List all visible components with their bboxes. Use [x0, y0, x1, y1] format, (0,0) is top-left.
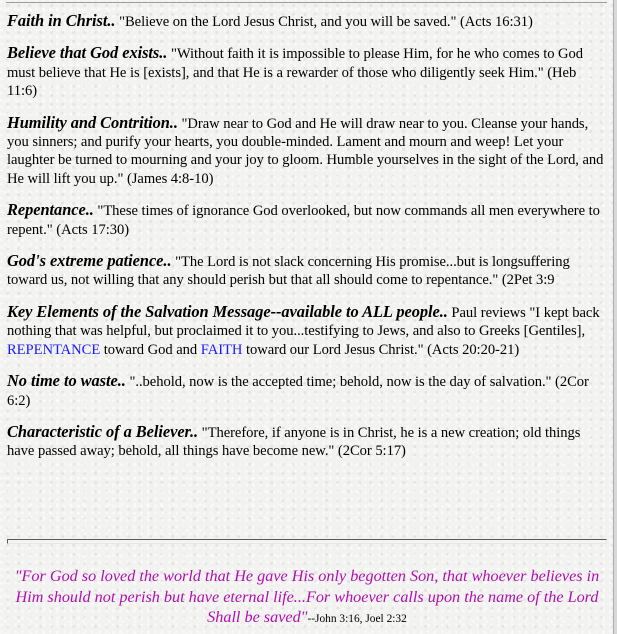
top-divider	[6, 2, 607, 3]
entry-no-time-to-waste	[7, 372, 607, 410]
closing-quote-reference: --John 3:16, Joel 2:32	[307, 613, 407, 626]
section-divider	[7, 539, 607, 544]
entry-heading: Faith in Christ..	[7, 11, 116, 30]
entry-characteristic-believer	[7, 423, 607, 461]
entry-faith-in-christ	[7, 12, 607, 31]
entry-text: "..behold, now is the accepted time; behold, now is the day of salvation." (2Cor 6:2)	[7, 374, 589, 409]
entry-text: "Draw near to God and He will draw near to you. Cleanse your hands, you sinners; and purify your hearts, you double-minded. Lament and mourn and weep! Let your laughter be turned to mourning and your joy to gloom. Humble yourselves in the sight of the Lord, and He will lift you up." (James 4:8-10)	[7, 115, 604, 187]
entry-text: "Believe on the Lord Jesus Christ, and you will be saved." (Acts 16:31)	[115, 14, 533, 30]
entry-text-middle: toward God and	[100, 341, 201, 358]
entry-repentance	[7, 201, 607, 239]
entry-humility-contrition	[7, 114, 607, 189]
entry-text: "Therefore, if anyone is in Christ, he is a new creation; old things have passed away; behold, all things have become new." (2Cor 5:17)	[7, 424, 581, 460]
repentance-keyword: REPENTANCE	[7, 341, 101, 358]
faith-keyword: FAITH	[200, 341, 243, 358]
entry-text: "These times of ignorance God overlooked, but now commands all men everywhere to repent." (Acts 17:30)	[7, 203, 600, 238]
salvation-entries	[7, 12, 607, 474]
entry-heading: Humility and Contrition..	[7, 112, 178, 132]
closing-quote	[8, 566, 606, 630]
window-scroll-edge	[613, 0, 617, 634]
entry-heading: Repentance..	[7, 200, 94, 220]
entry-text-before: Paul reviews "I kept back nothing that was helpful, but proclaimed it to you...testifying to Jews, and also to Greeks [Gentiles],	[7, 304, 600, 340]
entry-heading: Key Elements of the Salvation Message--available to ALL people..	[7, 301, 448, 321]
entry-gods-patience	[7, 252, 607, 290]
closing-quote-text: "For God so loved the world that He gave His only begotten Son, that whoever believes in Him should not perish but have eternal life...For whoever calls upon the name of the Lord Shall be saved"	[14, 567, 600, 627]
entry-heading: God's extreme patience..	[7, 251, 172, 271]
entry-text-after: toward our Lord Jesus Christ." (Acts 20:20-21)	[242, 341, 520, 358]
entry-key-elements	[7, 303, 607, 359]
entry-text: "Without faith it is impossible to please Him, for he who comes to God must believe that He is [exists], and that He is a rewarder of those who diligently seek Him." (Heb 11:6)	[7, 46, 584, 100]
entry-believe-god-exists	[7, 44, 607, 100]
entry-text: "The Lord is not slack concerning His promise...but is longsuffering toward us, not willing that any should perish but that all should come to repentance." (2Pet 3:9	[7, 254, 570, 289]
entry-heading: Believe that God exists..	[7, 43, 168, 63]
entry-heading: No time to waste..	[7, 371, 126, 391]
entry-heading: Characteristic of a Believer..	[7, 421, 199, 441]
